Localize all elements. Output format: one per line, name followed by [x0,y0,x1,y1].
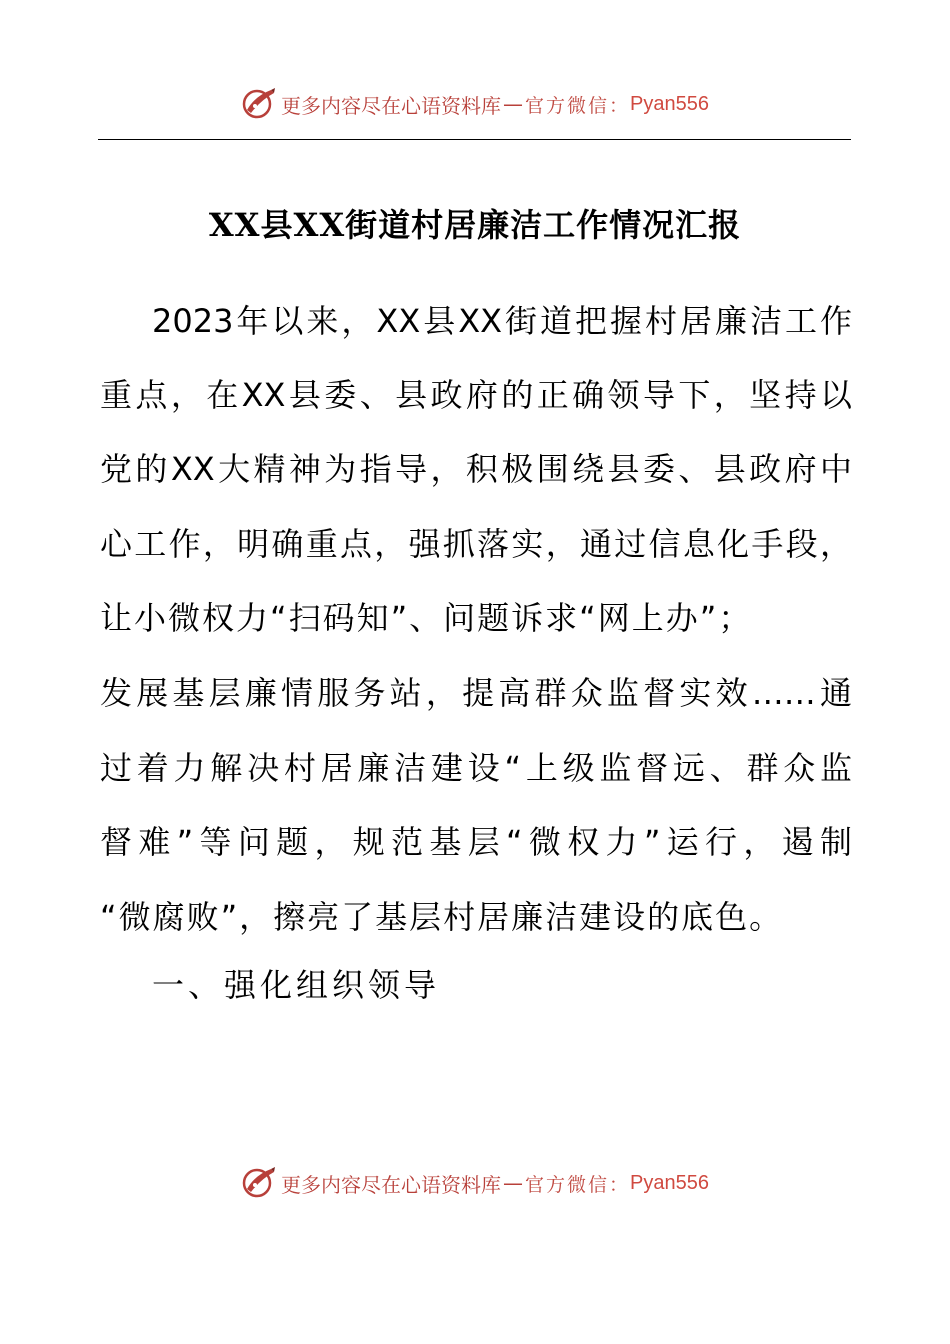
footer-watermark [0,1163,950,1203]
watermark-separator: — [503,92,523,116]
watermark-brand: 更多内容尽在心语资料库 [281,93,501,118]
pen-circle-logo-icon [241,1165,277,1201]
section-heading: 一、强化组织领导 [152,966,441,1004]
body-line: 心工作，明确重点，强抓落实，通过信息化手段， [100,525,852,563]
watermark-separator: — [503,1171,523,1195]
watermark [241,86,709,122]
body-line: 2023年以来，XX县XX街道把握村居廉洁工作 [152,302,852,340]
watermark-label: 官方微信： [525,94,631,117]
watermark-id: Pyan556 [630,1171,709,1194]
watermark-brand: 更多内容尽在心语资料库 [281,1172,501,1197]
watermark-id: Pyan556 [630,92,709,115]
body-line: “微腐败”，擦亮了基层村居廉洁建设的底色。 [100,898,784,936]
body-line: 过着力解决村居廉洁建设“上级监督远、群众监 [100,749,852,787]
watermark-label: 官方微信： [525,1173,631,1196]
body-line: 发展基层廉情服务站，提高群众监督实效……通 [100,674,852,712]
body-line: 让小微权力“扫码知”、问题诉求“网上办”； [100,599,753,637]
header-watermark [0,84,950,124]
document-title: XX县XX街道村居廉洁工作情况汇报 [208,206,742,244]
body-line: 督难”等问题，规范基层“微权力”运行，遏制 [100,823,852,861]
body-line: 重点，在XX县委、县政府的正确领导下，坚持以 [100,376,852,414]
pen-circle-logo-icon [241,86,277,122]
header-rule [98,139,851,140]
body-line: 党的XX大精神为指导，积极围绕县委、县政府中 [100,450,852,488]
watermark [241,1165,709,1201]
